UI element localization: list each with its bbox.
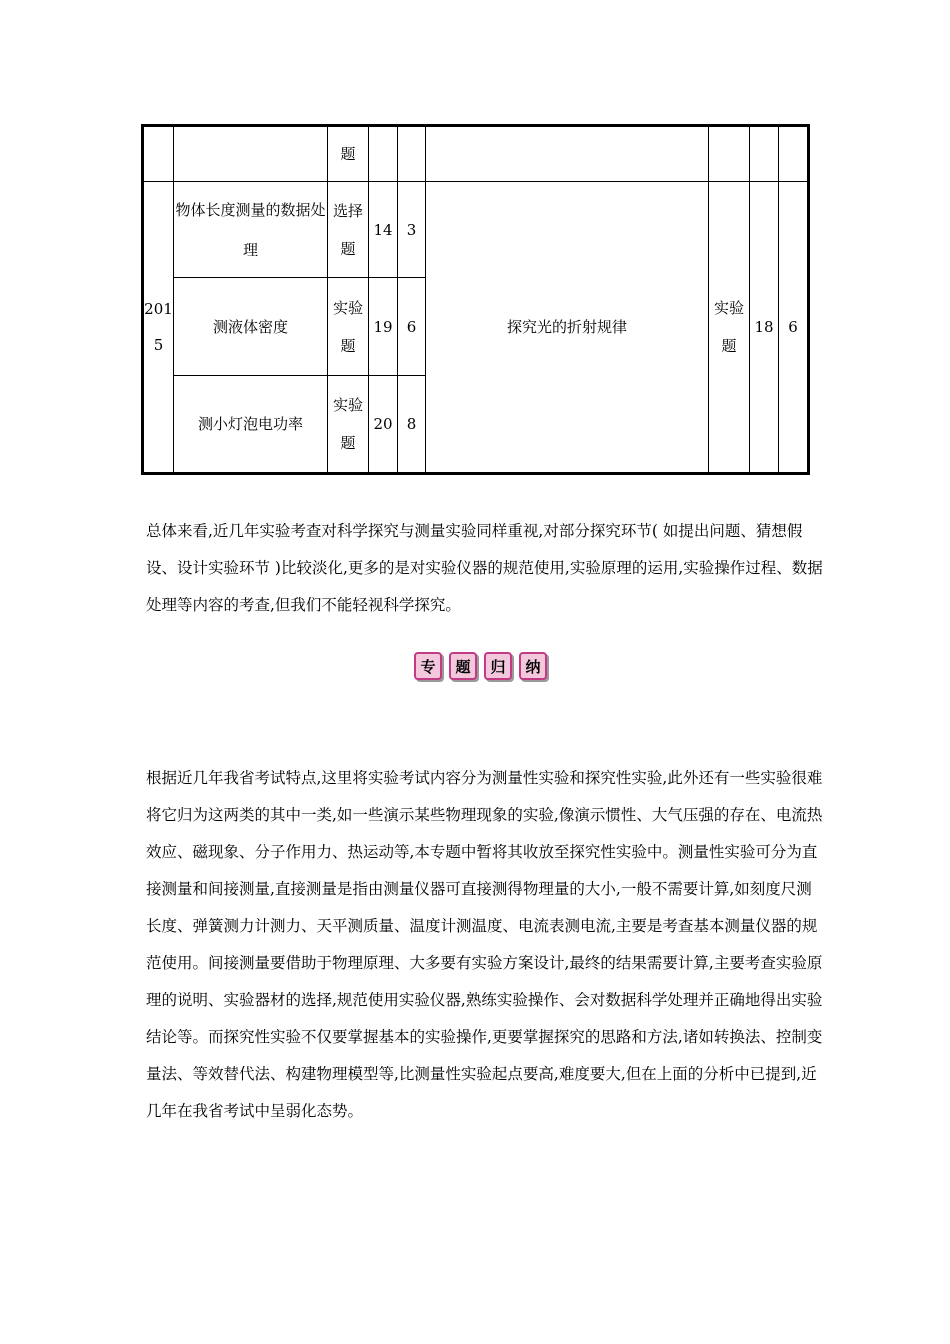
body-paragraph: 根据近几年我省考试特点,这里将实验考试内容分为测量性实验和探究性实验,此外还有一些实验很难将它归为这两类的其中一类,如一些演示某些物理现象的实验,像演示惯性、大气压强的存在、电流热效应、磁现象、分子作用力、热运动等,本专题中暂将其收放至探究性实验中。测量性实验可分为直接测量和间接测量,直接测量是指由测量仪器可直接测得物理量的大小,一般不需要计算,如刻度尺测长度、弹簧测力计测力、天平测质量、温度计测温度、电流表测电流,主要是考查基本测量仪器的规范使用。间接测量要借助于物理原理、大多要有实验方案设计,最终的结果需要计算,主要考查实验原理的说明、实验器材的选择,规范使用实验仪器,熟练实验操作、会对数据科学处理并正确地得出实验结论等。而探究性实验不仅要掌握基本的实验操作,更要掌握探究的思路和方法,诸如转换法、控制变量法、等效替代法、构建物理模型等,比测量性实验起点要高,难度要大,但在上面的分析中已提到,近几年在我省考试中呈弱化态势。: [146, 769, 823, 1120]
section-heading: [414, 652, 547, 680]
exam-table: [141, 124, 810, 475]
score-cell-empty: [779, 126, 809, 182]
number-cell: 20: [369, 376, 398, 474]
number-cell-empty: [750, 126, 779, 182]
topic-cell-empty: [174, 126, 328, 182]
table-row: [143, 182, 809, 278]
topic-cell-empty: [426, 126, 709, 182]
score-cell: 8: [398, 376, 426, 474]
type-cell: 选择题: [328, 182, 369, 278]
number-cell-empty: [369, 126, 398, 182]
right-number-cell: 18: [750, 182, 779, 474]
type-cell-empty: [709, 126, 750, 182]
summary-paragraph: 总体来看,近几年实验考查对科学探究与测量实验同样重视,对部分探究环节( 如提出问题、猜想假设、设计实验环节 )比较淡化,更多的是对实验仪器的规范使用,实验原理的运用,实验操作过程、数据处理等内容的考查,但我们不能轻视科学探究。: [146, 522, 823, 614]
heading-char: 纳: [519, 652, 547, 680]
heading-char: 专: [414, 652, 442, 680]
year-cell: 2015: [143, 182, 174, 474]
topic-cell: 测小灯泡电功率: [174, 376, 328, 474]
score-cell: 3: [398, 182, 426, 278]
year-cell-empty: [143, 126, 174, 182]
topic-cell: 物体长度测量的数据处理: [174, 182, 328, 278]
right-type-cell: 实验题: [709, 182, 750, 474]
right-topic-cell: 探究光的折射规律: [426, 182, 709, 474]
right-score-cell: 6: [779, 182, 809, 474]
number-cell: 14: [369, 182, 398, 278]
heading-char: 题: [449, 652, 477, 680]
number-cell: 19: [369, 278, 398, 376]
type-cell: 实验题: [328, 376, 369, 474]
type-cell: 题: [328, 126, 369, 182]
topic-cell: 测液体密度: [174, 278, 328, 376]
heading-char: 归: [484, 652, 512, 680]
score-cell-empty: [398, 126, 426, 182]
score-cell: 6: [398, 278, 426, 376]
type-cell: 实验题: [328, 278, 369, 376]
table-row: [143, 126, 809, 182]
